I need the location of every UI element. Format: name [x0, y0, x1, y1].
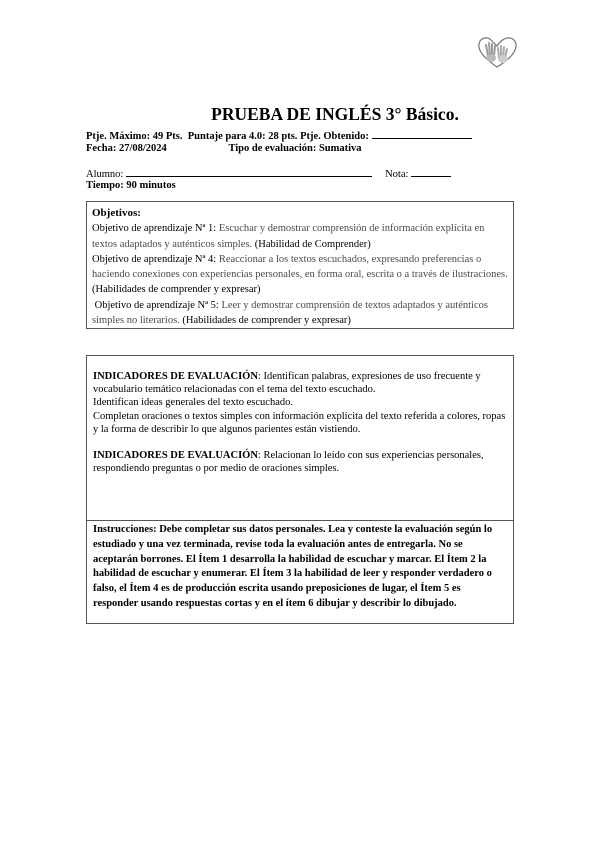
eval-type: Tipo de evaluación: Sumativa: [228, 143, 362, 154]
objective-5-text: Leer y demostrar comprensión de textos adaptados y auténticos simples no literarios.: [92, 299, 488, 327]
student-label: Alumno:: [86, 169, 124, 180]
objective-5: [92, 298, 508, 329]
indicator-1-text-b: Identifican ideas generales del texto escuchado.: [93, 397, 293, 409]
student-line: [86, 167, 451, 180]
instructions-box: [86, 520, 514, 624]
indicator-2-label: INDICADORES DE EVALUACIÓN: [93, 450, 258, 462]
indicators-box: [86, 355, 514, 521]
grade-label: Nota:: [385, 169, 409, 180]
objective-4-skill: (Habilidades de comprender y expresar): [92, 284, 261, 296]
objective-4-label: Objetivo de aprendizaje Nª 4:: [92, 253, 217, 265]
time: Tiempo: 90 minutos: [86, 180, 176, 191]
objectives-box: [86, 201, 514, 329]
obtained-blank[interactable]: [372, 129, 472, 139]
score-line: [86, 129, 472, 142]
indicator-1-text-c: Completan oraciones o textos simples con información explícita del texto referida a colores, ropas y la forma de describir lo que algunos parientes están vistiendo.: [93, 410, 506, 435]
objectives-heading: Objetivos:: [92, 207, 141, 219]
date-line: [86, 143, 362, 154]
instructions-text: Instrucciones: Debe completar sus datos personales. Lea y conteste la evaluación según lo estudiado y una vez terminada, revise toda la evaluación antes de entregarla. No se aceptarán borrones. El Ítem 1 desarrolla la habilidad de escuchar y marcar. El Ítem 2 la habilidad de escuchar y enumerar. El Ítem 3 la habilidad de leer y responder verdadero o falso, el Ítem 4 es de producción escrita usando preposiciones de lugar, el Ítem 5 es responder usando respuestas cortas y en el ítem 6 dibujar y describir lo dibujado.: [93, 524, 493, 609]
passing-score: Puntaje para 4.0: 28 pts.: [187, 131, 298, 142]
obtained-label: Ptje. Obtenido:: [300, 131, 369, 142]
objective-5-label: Objetivo de aprendizaje Nª 5:: [94, 299, 219, 311]
objective-1-text: Escuchar y demostrar comprensión de información explícita en textos adaptados y auténticos simples.: [92, 223, 485, 250]
date: Fecha: 27/08/2024: [86, 143, 167, 154]
indicator-2: [93, 449, 507, 475]
objective-1-label: Objetivo de aprendizaje Nª 1:: [92, 223, 217, 235]
indicator-1-label: INDICADORES DE EVALUACIÓN: [93, 371, 258, 382]
objective-1: [92, 221, 508, 252]
objective-4: [92, 252, 508, 298]
page-title: PRUEBA DE INGLÉS 3° Básico.: [211, 104, 459, 124]
hands-heart-logo-icon: [474, 34, 520, 70]
objective-5-skill: (Habilidades de comprender y expresar): [182, 315, 351, 327]
objective-1-skill: (Habilidad de Comprender): [254, 238, 371, 250]
indicator-1: [93, 370, 507, 396]
indicator-1-text: : Identifican palabras, expresiones de uso frecuente y vocabulario temático relacionadas con el tema del texto escuchado.: [93, 371, 481, 396]
student-blank[interactable]: [126, 167, 372, 177]
indicator-2-text: : Relacionan lo leído con sus experiencias personales, respondiendo preguntas o por medio de oraciones simples.: [93, 450, 484, 475]
max-score: Ptje. Máximo: 49 Pts.: [86, 131, 183, 142]
objective-4-text: Reaccionar a los textos escuchados, expresando preferencias o haciendo conexiones con experiencias personales, en forma oral, escrita o a través de ilustraciones.: [92, 253, 508, 281]
grade-blank[interactable]: [411, 167, 451, 177]
